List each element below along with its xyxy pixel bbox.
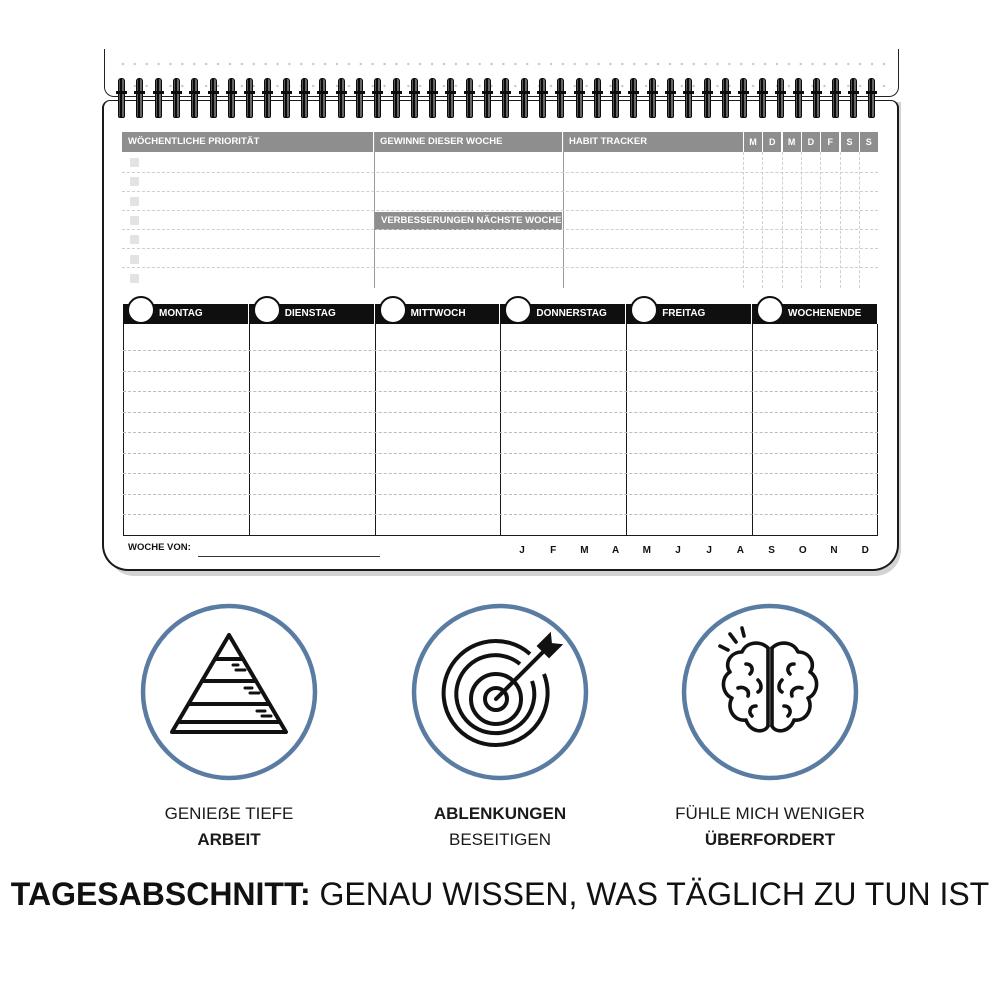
caption-line: FÜHLE MICH WENIGER <box>675 804 865 823</box>
day-column <box>249 324 250 536</box>
week-of-line <box>198 556 380 557</box>
priority-checkbox[interactable] <box>130 197 139 206</box>
spiral-coil <box>759 78 766 118</box>
spiral-coil <box>667 78 674 118</box>
spiral-coil <box>447 78 454 118</box>
spiral-coil <box>264 78 271 118</box>
day-check-circle[interactable] <box>379 296 407 324</box>
spiral-coil <box>393 78 400 118</box>
month-letter[interactable]: A <box>611 545 620 556</box>
target-icon <box>410 602 590 782</box>
caption-line: GENIEẞE TIEFE <box>164 804 294 823</box>
month-letter[interactable]: S <box>768 545 775 556</box>
day-header: MONTAG <box>123 304 248 324</box>
spiral-coil <box>594 78 601 118</box>
priority-line <box>122 191 878 192</box>
spiral-coil <box>722 78 729 118</box>
day-column <box>500 324 501 536</box>
target-badge <box>410 602 590 782</box>
day-check-circle[interactable] <box>630 296 658 324</box>
punch-holes-row <box>117 61 886 67</box>
spiral-coil <box>685 78 692 118</box>
spiral-coil <box>411 78 418 118</box>
habit-day-label: M <box>782 132 801 152</box>
day-writing-line <box>123 473 878 474</box>
day-header: DONNERSTAG <box>500 304 625 324</box>
priority-checkbox[interactable] <box>130 274 139 283</box>
caption-bold-line: ÜBERFORDERT <box>704 830 836 849</box>
spiral-coil <box>374 78 381 118</box>
spiral-coil <box>338 78 345 118</box>
month-letter[interactable]: O <box>798 545 807 556</box>
priority-header: WÖCHENTLICHE PRIORITÄT <box>122 132 373 152</box>
month-letter[interactable]: F <box>550 545 557 556</box>
improvements-header: VERBESSERUNGEN NÄCHSTE WOCHE <box>375 212 562 230</box>
habit-day-label: D <box>801 132 820 152</box>
spiral-coil <box>173 78 180 118</box>
day-column <box>626 324 627 536</box>
month-letter[interactable]: J <box>519 545 525 556</box>
month-letter[interactable]: A <box>736 545 744 556</box>
tagline <box>0 876 1000 913</box>
spiral-coil <box>228 78 235 118</box>
day-check-circle[interactable] <box>253 296 281 324</box>
day-writing-line <box>123 391 878 392</box>
pyramid-icon <box>139 602 319 782</box>
habit-day-label: D <box>762 132 781 152</box>
day-writing-line <box>123 514 878 515</box>
habit-day-label: S <box>840 132 859 152</box>
day-header: WOCHENENDE <box>752 304 877 324</box>
habit-day-label: S <box>859 132 878 152</box>
brain-badge <box>680 602 860 782</box>
habit-tracker-header: HABIT TRACKER <box>563 132 743 152</box>
spiral-coil <box>539 78 546 118</box>
day-writing-line <box>123 371 878 372</box>
spiral-coil <box>246 78 253 118</box>
priority-line <box>122 172 878 173</box>
priority-line <box>122 210 878 211</box>
priority-checkbox[interactable] <box>130 255 139 264</box>
day-check-circle[interactable] <box>756 296 784 324</box>
day-header: FREITAG <box>626 304 751 324</box>
spiral-coil <box>630 78 637 118</box>
day-column <box>375 324 376 536</box>
day-column <box>123 324 124 536</box>
spiral-coil <box>283 78 290 118</box>
day-column <box>752 324 753 536</box>
priority-checkbox[interactable] <box>130 158 139 167</box>
caption-bold-line: ABLENKUNGEN <box>433 804 567 823</box>
day-writing-line <box>123 350 878 351</box>
day-check-circle[interactable] <box>127 296 155 324</box>
spiral-coil <box>118 78 125 118</box>
spiral-coil <box>813 78 820 118</box>
week-of-label: WOCHE VON: <box>128 542 191 553</box>
spiral-coil <box>832 78 839 118</box>
priority-line <box>122 267 878 268</box>
priority-checkbox[interactable] <box>130 177 139 186</box>
priority-line <box>122 248 878 249</box>
spiral-coil <box>191 78 198 118</box>
spiral-coil <box>521 78 528 118</box>
feature-caption-deep-work <box>99 801 359 853</box>
spiral-coil <box>210 78 217 118</box>
feature-caption-distractions <box>370 801 630 853</box>
spiral-binding <box>118 78 888 122</box>
spiral-coil <box>466 78 473 118</box>
spiral-coil <box>704 78 711 118</box>
spiral-coil <box>484 78 491 118</box>
spiral-coil <box>557 78 564 118</box>
spiral-coil <box>850 78 857 118</box>
spiral-coil <box>136 78 143 118</box>
caption-line: BESEITIGEN <box>448 830 552 849</box>
tagline-bold: TAGESABSCHNITT: <box>10 876 311 912</box>
spiral-coil <box>740 78 747 118</box>
day-writing-line <box>123 494 878 495</box>
spiral-coil <box>155 78 162 118</box>
weekly-top-section <box>122 132 878 288</box>
day-writing-line <box>123 432 878 433</box>
habit-day-label: F <box>820 132 839 152</box>
spiral-coil <box>795 78 802 118</box>
spiral-coil <box>868 78 875 118</box>
spiral-coil <box>649 78 656 118</box>
spiral-coil <box>576 78 583 118</box>
day-header: DIENSTAG <box>249 304 374 324</box>
day-writing-line <box>123 412 878 413</box>
month-letter[interactable]: D <box>861 545 869 556</box>
day-header: MITTWOCH <box>375 304 500 324</box>
brain-icon <box>680 602 860 782</box>
priority-line <box>122 229 878 230</box>
spiral-coil <box>301 78 308 118</box>
spiral-coil <box>356 78 363 118</box>
spiral-coil <box>612 78 619 118</box>
spiral-coil <box>319 78 326 118</box>
caption-bold-line: ARBEIT <box>197 830 261 849</box>
spiral-coil <box>429 78 436 118</box>
pyramid-badge <box>139 602 319 782</box>
month-letter[interactable]: M <box>642 545 651 556</box>
feature-caption-overwhelm <box>640 801 900 853</box>
priority-checkbox[interactable] <box>130 216 139 225</box>
day-writing-line <box>123 453 878 454</box>
month-letter[interactable]: M <box>580 545 589 556</box>
tagline-text: GENAU WISSEN, WAS TÄGLICH ZU TUN IST <box>310 876 990 912</box>
habit-day-label: M <box>743 132 762 152</box>
week-day-columns <box>123 296 878 536</box>
spiral-coil <box>777 78 784 118</box>
month-letter[interactable]: J <box>706 545 712 556</box>
priority-checkbox[interactable] <box>130 235 139 244</box>
month-letter[interactable]: N <box>830 545 838 556</box>
wins-header: GEWINNE DIESER WOCHE <box>374 132 562 152</box>
spiral-coil <box>502 78 509 118</box>
month-letter[interactable]: J <box>675 545 681 556</box>
